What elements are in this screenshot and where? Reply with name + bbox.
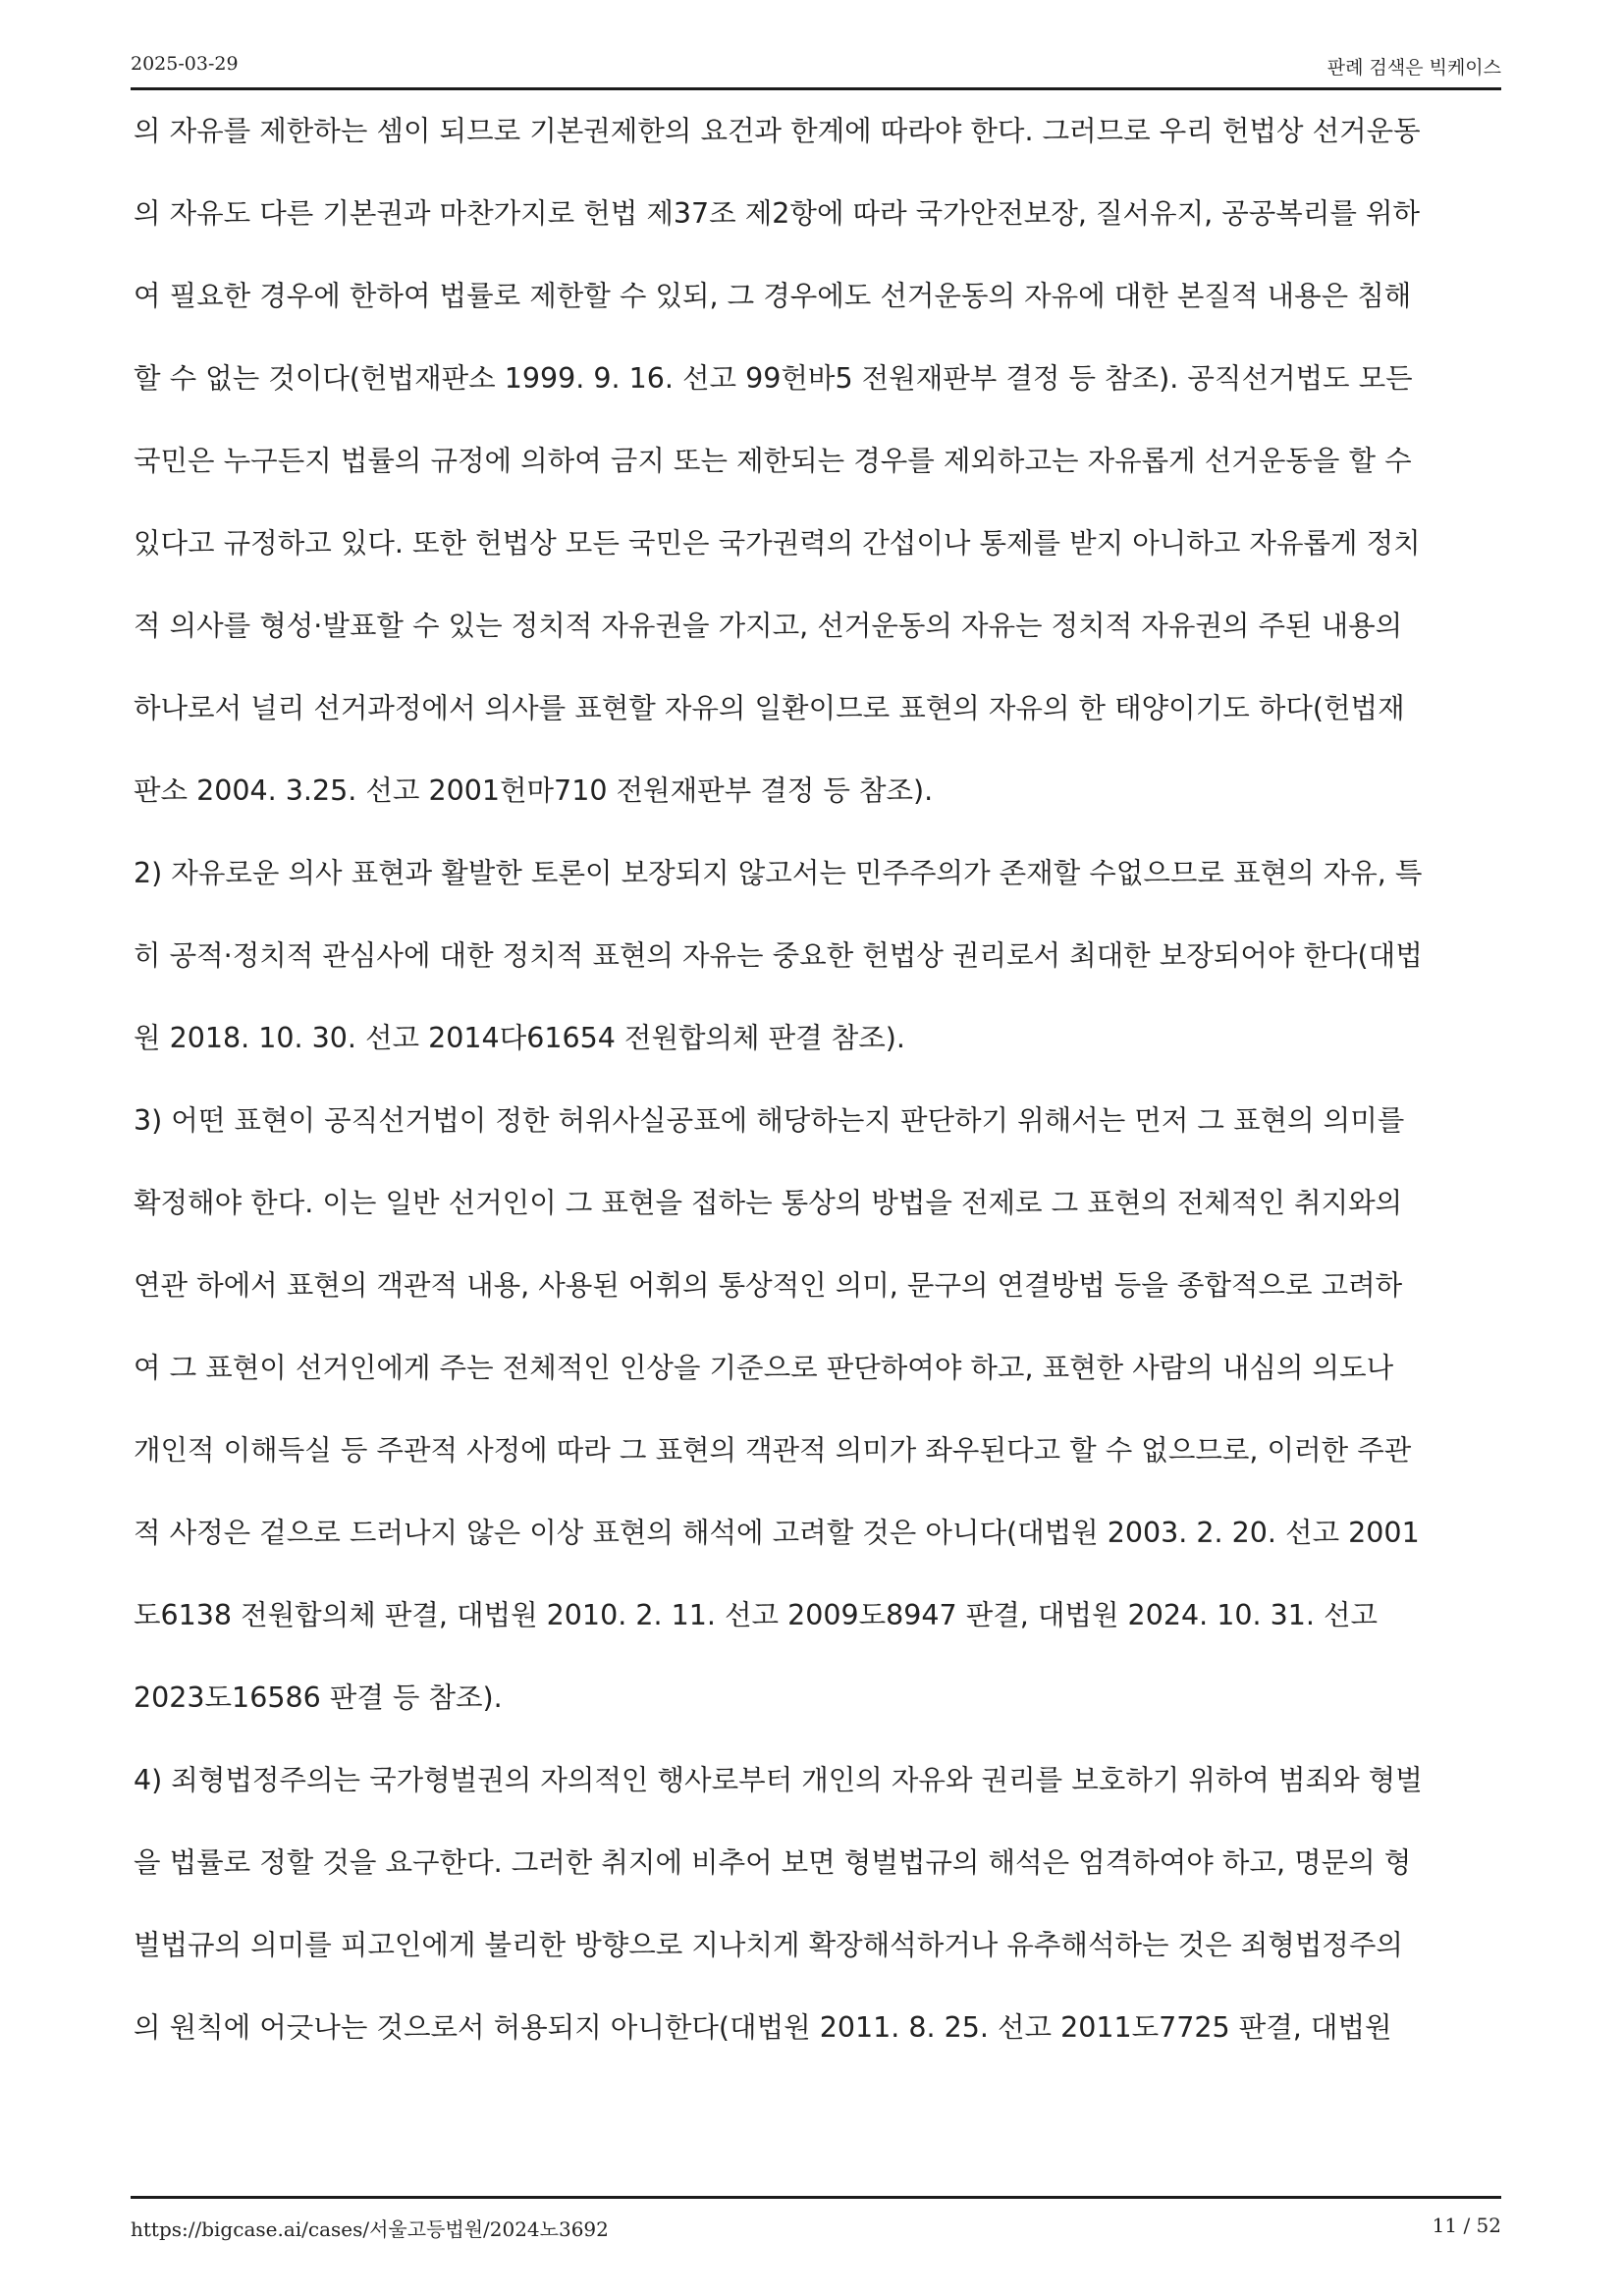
- text-line: 판소 2004. 3.25. 선고 2001헌마710 전원재판부 결정 등 참조).: [134, 774, 934, 807]
- text-line: 벌법규의 의미를 피고인에게 불리한 방향으로 지나치게 확장해석하거나 유추해석하는 것은 죄형법정주의: [134, 1929, 1403, 1961]
- document-body: [134, 102, 1502, 2081]
- text-line: 의 자유를 제한하는 셈이 되므로 기본권제한의 요건과 한계에 따라야 한다. 그러므로 우리 헌법상 선거운동: [134, 115, 1421, 147]
- text-line: 할 수 없는 것이다(헌법재판소 1999. 9. 16. 선고 99헌바5 전원재판부 결정 등 참조). 공직선거법도 모든: [134, 362, 1413, 395]
- text-line: 도6138 전원합의체 판결, 대법원 2010. 2. 11. 선고 2009도8947 판결, 대법원 2024. 10. 31. 선고: [134, 1599, 1379, 1631]
- text-line: 하나로서 널리 선거과정에서 의사를 표현할 자유의 일환이므로 표현의 자유의 한 태양이기도 하다(헌법재: [134, 692, 1405, 724]
- footer-url-link[interactable]: https://bigcase.ai/cases/서울고등법원/2024노3692: [131, 2217, 609, 2241]
- text-line: 을 법률로 정할 것을 요구한다. 그러한 취지에 비추어 보면 형벌법규의 해석은 엄격하여야 하고, 명문의 형: [134, 1846, 1412, 1879]
- text-line: 4) 죄형법정주의는 국가형벌권의 자의적인 행사로부터 개인의 자유와 권리를 보호하기 위하여 범죄와 형벌: [134, 1764, 1423, 1796]
- header-date: 2025-03-29: [131, 53, 239, 75]
- footer-divider: [131, 2196, 1501, 2199]
- text-line: 적 사정은 겉으로 드러나지 않은 이상 표현의 해석에 고려할 것은 아니다(대법원 2003. 2. 20. 선고 2001: [134, 1517, 1420, 1549]
- text-line: 의 원칙에 어긋나는 것으로서 허용되지 아니한다(대법원 2011. 8. 25. 선고 2011도7725 판결, 대법원: [134, 2011, 1392, 2044]
- page-indicator: 11 / 52: [1432, 2214, 1501, 2237]
- text-line: 여 필요한 경우에 한하여 법률로 제한할 수 있되, 그 경우에도 선거운동의 자유에 대한 본질적 내용은 침해: [134, 280, 1412, 312]
- text-line: 2) 자유로운 의사 표현과 활발한 토론이 보장되지 않고서는 민주주의가 존재할 수없으므로 표현의 자유, 특: [134, 857, 1423, 889]
- text-line: 적 의사를 형성·발표할 수 있는 정치적 자유권을 가지고, 선거운동의 자유는 정치적 자유권의 주된 내용의: [134, 610, 1403, 642]
- text-line: 있다고 규정하고 있다. 또한 헌법상 모든 국민은 국가권력의 간섭이나 통제를 받지 아니하고 자유롭게 정치: [134, 527, 1421, 560]
- header-divider: [131, 87, 1501, 90]
- header-site-label: 판례 검색은 빅케이스: [1326, 57, 1501, 79]
- text-line: 확정해야 한다. 이는 일반 선거인이 그 표현을 접하는 통상의 방법을 전제로 그 표현의 전체적인 취지와의: [134, 1187, 1403, 1219]
- page-header: [131, 49, 1501, 88]
- text-line: 히 공적·정치적 관심사에 대한 정치적 표현의 자유는 중요한 헌법상 권리로서 최대한 보장되어야 한다(대법: [134, 939, 1423, 972]
- text-line: 2023도16586 판결 등 참조).: [134, 1682, 503, 1714]
- page-footer: [131, 2212, 1501, 2247]
- text-line: 의 자유도 다른 기본권과 마찬가지로 헌법 제37조 제2항에 따라 국가안전보장, 질서유지, 공공복리를 위하: [134, 197, 1421, 230]
- text-line: 개인적 이해득실 등 주관적 사정에 따라 그 표현의 객관적 의미가 좌우된다고 할 수 없으므로, 이러한 주관: [134, 1434, 1412, 1467]
- text-line: 국민은 누구든지 법률의 규정에 의하여 금지 또는 제한되는 경우를 제외하고는 자유롭게 선거운동을 할 수: [134, 445, 1412, 477]
- text-line: 원 2018. 10. 30. 선고 2014다61654 전원합의체 판결 참조).: [134, 1022, 905, 1054]
- text-line: 여 그 표현이 선거인에게 주는 전체적인 인상을 기준으로 판단하여야 하고, 표현한 사람의 내심의 의도나: [134, 1352, 1394, 1384]
- text-line: 연관 하에서 표현의 객관적 내용, 사용된 어휘의 통상적인 의미, 문구의 연결방법 등을 종합적으로 고려하: [134, 1269, 1403, 1302]
- text-line: 3) 어떤 표현이 공직선거법이 정한 허위사실공표에 해당하는지 판단하기 위해서는 먼저 그 표현의 의미를: [134, 1104, 1405, 1137]
